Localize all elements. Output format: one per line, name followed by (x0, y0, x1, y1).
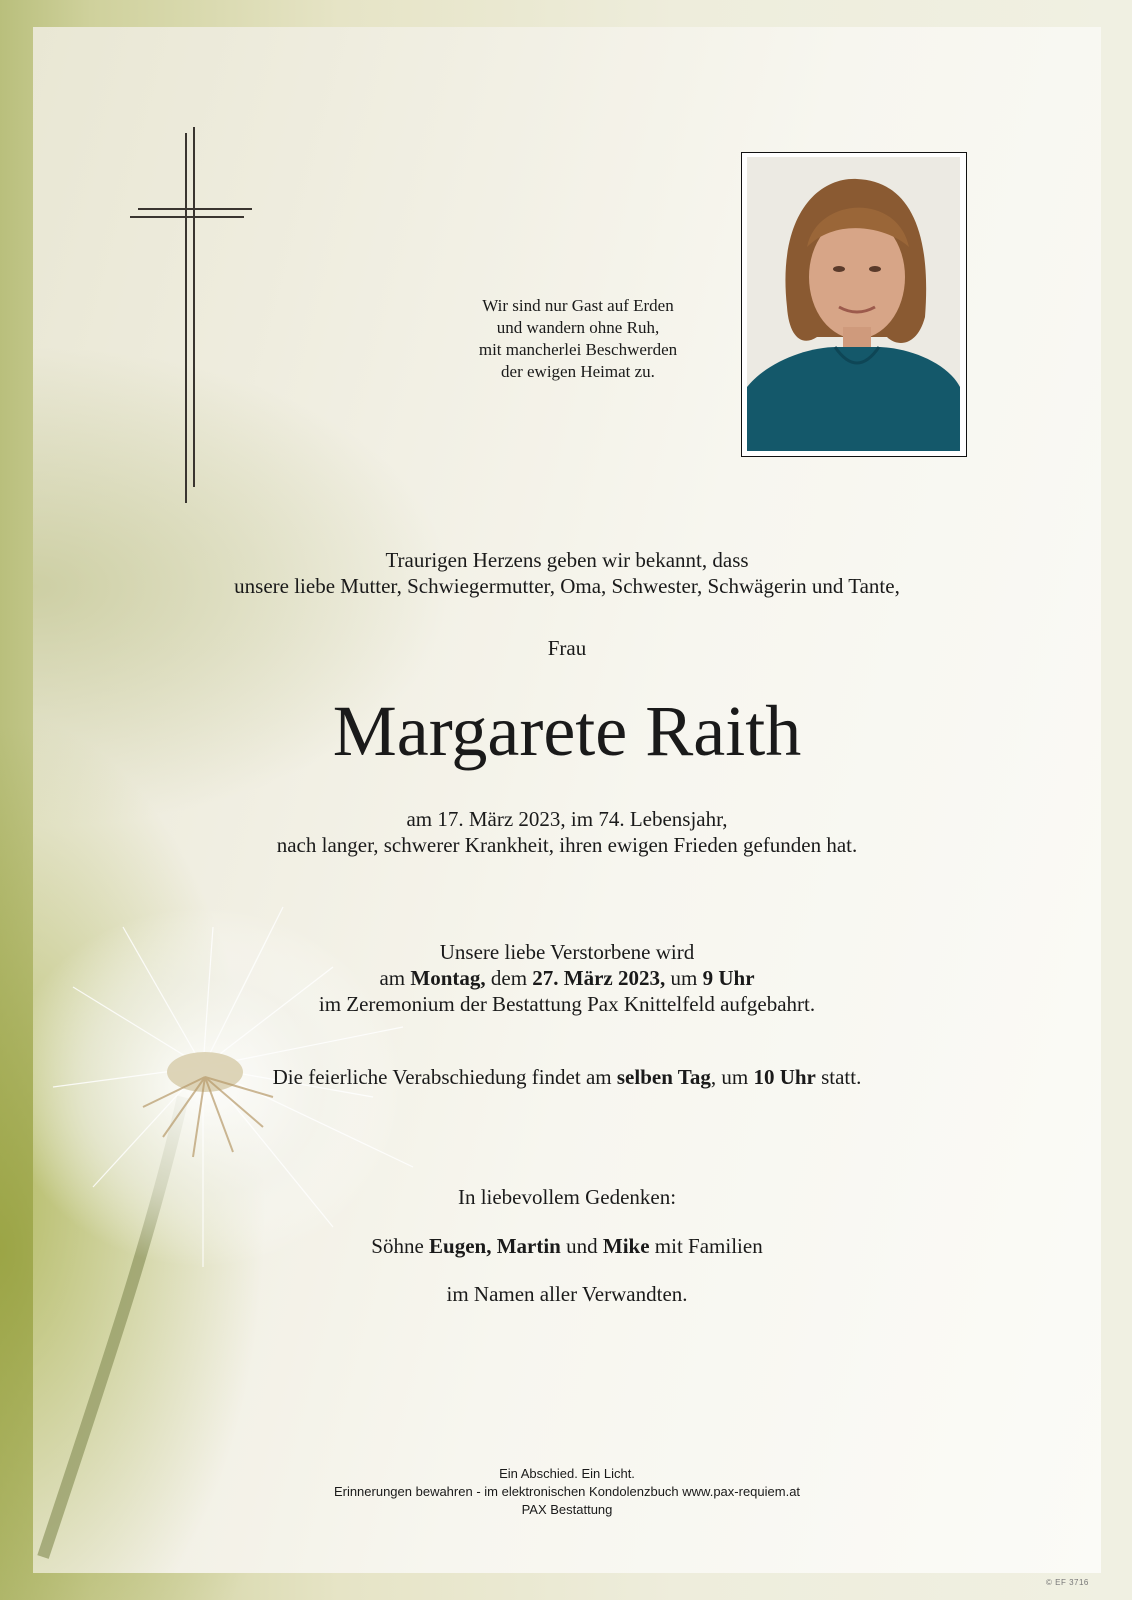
memory-heading: In liebevollem Gedenken: (457, 1185, 677, 1209)
footer (33, 1465, 1101, 1519)
viewing-prefix: am (379, 966, 411, 990)
quote-line: mit mancherlei Beschwerden (478, 340, 678, 359)
cross-icon (130, 133, 255, 503)
viewing-time: 9 Uhr (702, 966, 755, 990)
viewing-line-1: Unsere liebe Verstorbene wird (439, 940, 695, 964)
footer-line-2: Erinnerungen bewahren - im elektronischen Kondolenzbuch www.pax-requiem.at (333, 1484, 801, 1499)
death-details (33, 806, 1101, 858)
farewell-mid: , um (710, 1065, 754, 1089)
quote-line: Wir sind nur Gast auf Erden (482, 296, 674, 315)
viewing-date: 27. März 2023, (532, 966, 666, 990)
death-line-1: am 17. März 2023, im 74. Lebensjahr, (406, 807, 728, 831)
viewing-day: Montag, (410, 966, 486, 990)
copyright-code: © EF 3716 (1046, 1578, 1089, 1587)
farewell-details (33, 1064, 1101, 1090)
viewing-mid: dem (485, 966, 533, 990)
viewing-mid2: um (665, 966, 703, 990)
sons-suffix: mit Familien (649, 1234, 763, 1258)
farewell-prefix: Die feierliche Verabschiedung findet am (272, 1065, 617, 1089)
sons-mid: und (560, 1234, 603, 1258)
sons-names-2: Mike (602, 1234, 650, 1258)
sons-prefix: Söhne (371, 1234, 430, 1258)
farewell-day: selben Tag (616, 1065, 711, 1089)
farewell-time: 10 Uhr (753, 1065, 816, 1089)
mourners-sons (33, 1233, 1101, 1259)
viewing-details (33, 939, 1101, 1017)
quote-line: und wandern ohne Ruh, (496, 318, 660, 337)
footer-line-3: PAX Bestattung (521, 1502, 613, 1517)
intro-line-1: Traurigen Herzens geben wir bekannt, dass (385, 548, 749, 572)
intro-text (33, 547, 1101, 599)
memorial-quote (413, 295, 743, 383)
sons-names-1: Eugen, Martin (429, 1234, 561, 1258)
footer-line-1: Ein Abschied. Ein Licht. (499, 1466, 635, 1481)
deceased-name: Margarete Raith (332, 691, 802, 771)
salutation: Frau (547, 636, 587, 660)
portrait-photo (747, 157, 960, 451)
farewell-suffix: statt. (815, 1065, 862, 1089)
viewing-line-2 (33, 965, 1101, 991)
death-line-2: nach langer, schwerer Krankheit, ihren ewigen Frieden gefunden hat. (276, 833, 858, 857)
obituary-card (33, 27, 1101, 1573)
viewing-line-3: im Zeremonium der Bestattung Pax Knittelfeld aufgebahrt. (318, 992, 816, 1016)
mourners-relatives: im Namen aller Verwandten. (446, 1282, 688, 1306)
portrait-frame (741, 152, 967, 457)
quote-line: der ewigen Heimat zu. (501, 362, 655, 381)
intro-line-2: unsere liebe Mutter, Schwiegermutter, Oma, Schwester, Schwägerin und Tante, (234, 574, 900, 598)
